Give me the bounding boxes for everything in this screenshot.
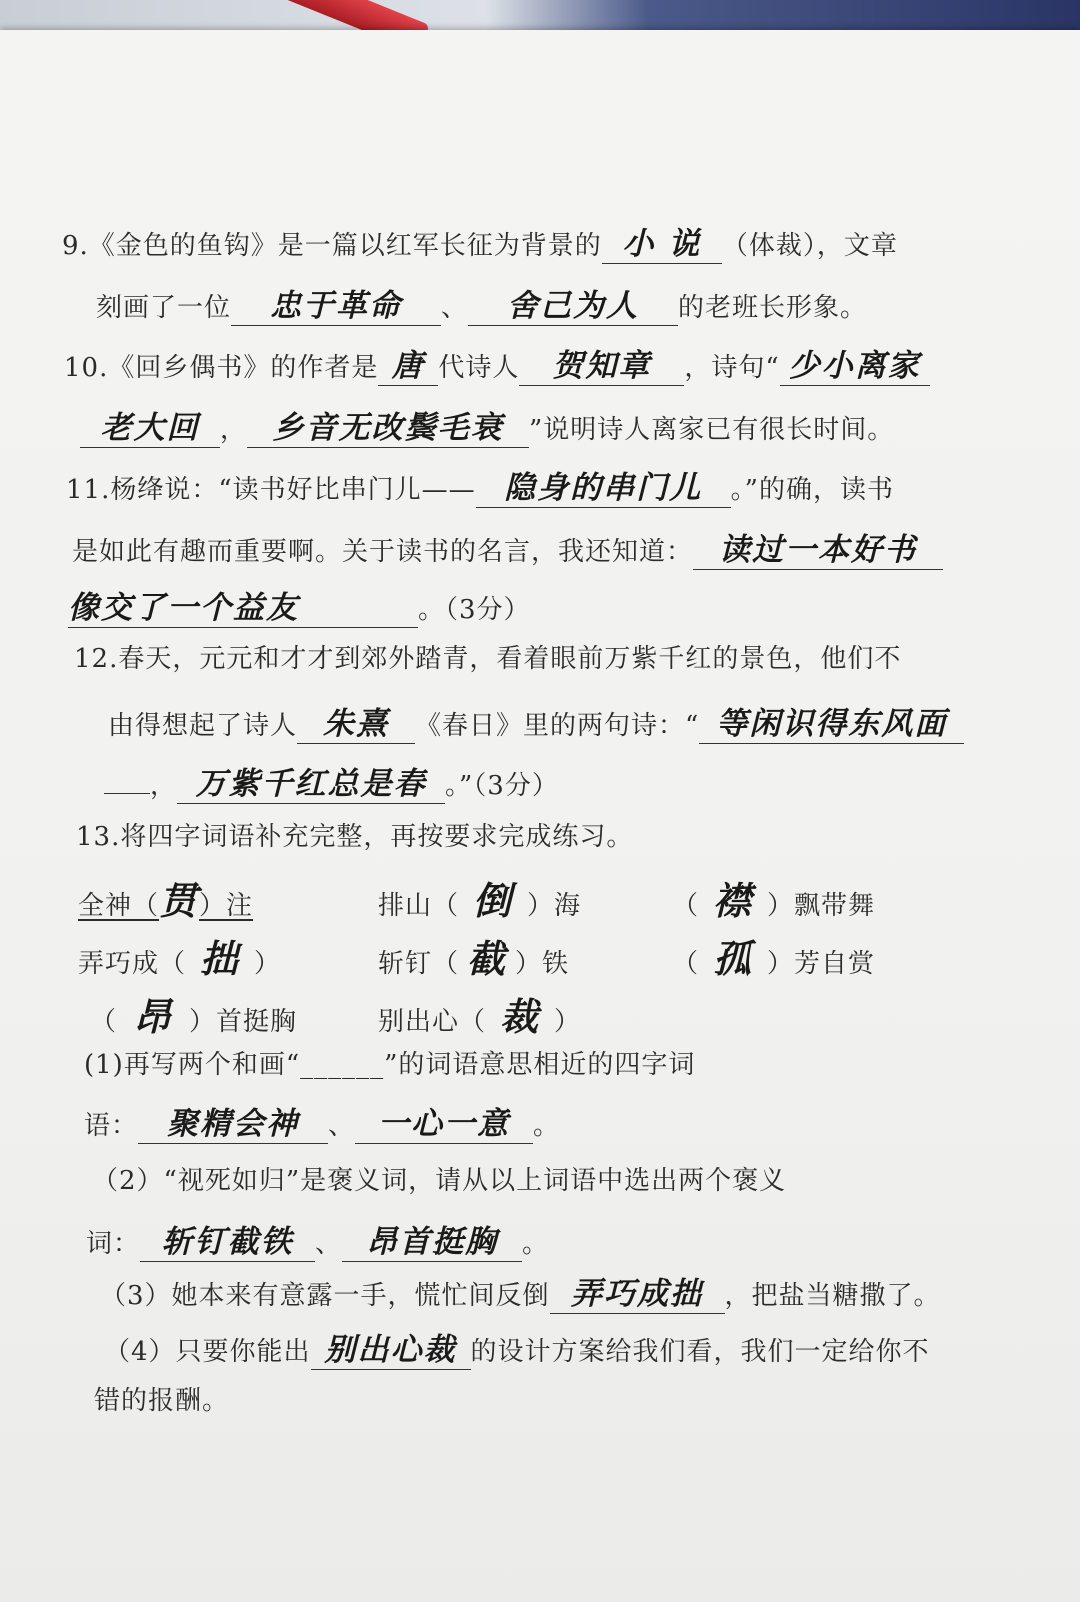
q13-sub4-line1 [104,1324,930,1370]
q10-answer-line1: 少小离家 [780,340,930,386]
idiom-prefix: 弄巧成（ [78,949,187,979]
q10-separator: ， [220,415,248,445]
q13-sub2-end: 。 [522,1229,550,1259]
q12-text-points: 。”（3分） [445,771,559,801]
idiom-nongqiaochengzhuo [78,928,281,983]
q9-text: 9.《金色的鱼钩》是一篇以红军长征为背景的 [62,231,602,261]
q9-answer-genre: 小 说 [602,218,722,264]
idiom-paishandaohai [378,870,581,925]
q13-sub1-end: 。 [533,1111,561,1141]
q9-line1 [62,218,898,264]
idiom-prefix: 别出心（ [378,1007,487,1037]
q12-line2 [108,698,964,744]
q10-answer-author: 贺知章 [519,340,684,386]
idiom-suffix: ）芳自赏 [767,949,876,979]
idiom-prefix: （ [672,949,700,979]
q12-text: 12.春天，元元和才才到郊外踏青，看着眼前万紫千红的景色，他们不 [74,644,902,674]
q11-line1 [66,462,894,508]
q10-text-verse: ，诗句“ [684,353,780,383]
idiom-suffix: ）注 [199,891,254,921]
idiom-answer: 拙 [200,937,241,981]
q12-answer-verse1: 等闲识得东风面 [699,698,964,744]
idiom-prefix: 排山（ [378,891,460,921]
idiom-answer: 倒 [473,879,514,923]
q13-sub2-line1 [92,1160,786,1197]
q13-sub2-text: （2）“视死如归”是褒义词，请从以上词语中选出两个褒义 [92,1166,787,1196]
idiom-suffix: ） [554,1007,582,1037]
q13-sub3-text: （3）她本来有意露一手，慌忙间反倒 [100,1281,550,1311]
q10-answer-line1-end: 老大回 [80,402,220,448]
q10-text-end: ”说明诗人离家已有很长时间。 [529,415,895,445]
q10-line2 [80,402,894,448]
q13-sub4-answer: 别出心裁 [311,1324,471,1370]
idiom-zhandingjietie [378,928,569,983]
idiom-quanshenguanzhu [78,870,253,925]
idiom-answer: 贯 [159,879,200,923]
q12-line1 [74,638,901,675]
q10-text: 10.《回乡偶书》的作者是 [64,353,379,383]
q12-separator: ， [150,771,178,801]
idiom-suffix: ）海 [527,891,582,921]
q9-answer-trait1: 忠于革命 [231,280,441,326]
q11-text-famous-quote: 是如此有趣而重要啊。关于读书的名言，我还知道： [72,537,694,567]
q13-title [76,816,633,853]
idiom-answer: 孤 [713,937,754,981]
idiom-biechuxincai [378,986,581,1041]
q9-answer-trait2: 舍己为人 [468,280,678,326]
q13-sub2-separator: 、 [315,1229,343,1259]
exam-paper [0,30,1080,1602]
q10-answer-dynasty: 唐 [378,340,438,386]
q11-answer-saying-part1: 读过一本好书 [693,524,943,570]
q13-sub2-answer1: 斩钉截铁 [140,1216,315,1262]
idiom-prefix: （ [672,891,700,921]
q12-text-poem: 《春日》里的两句诗：“ [415,711,700,741]
q9-text-genre: （体裁），文章 [721,231,898,261]
q13-sub2-line2 [86,1216,549,1262]
q13-sub2-answer2: 昂首挺胸 [342,1216,522,1262]
q11-answer-saying-part2: 像交了一个益友 [68,582,418,628]
idiom-jinpiaodaiwu [672,870,875,925]
q13-sub3-text-end: ，把盐当糖撒了。 [724,1281,941,1311]
idiom-prefix: （ [90,1007,118,1037]
q11-line2 [72,524,943,570]
q11-text: 11.杨绛说：“读书好比串门儿—— [66,475,476,505]
q13-sub1-label: 语： [84,1111,139,1141]
q13-sub4-text-mid: 的设计方案给我们看，我们一定给你不 [470,1337,930,1367]
q13-sub4-line2 [94,1380,229,1417]
q13-sub2-label: 词： [86,1229,141,1259]
q13-sub1-line2 [84,1098,560,1144]
q13-sub1-separator: 、 [328,1111,356,1141]
q12-text-poet: 由得想起了诗人 [108,711,298,741]
q9-text-portrayed: 刻画了一位 [96,293,232,323]
idiom-prefix: 斩钉（ [378,949,460,979]
idiom-answer: 襟 [713,879,754,923]
q12-answer-poet: 朱熹 [297,698,415,744]
q13-sub4-text: （4）只要你能出 [104,1337,311,1367]
q11-answer-quote: 隐身的串门儿 [476,462,731,508]
q9-separator: 、 [441,293,469,323]
q9-text-end: 的老班长形象。 [678,293,868,323]
idiom-gufangzishang [672,928,875,983]
q12-line3 [104,758,559,804]
q13-sub1-line1 [84,1044,695,1081]
idiom-prefix: 全神（ [78,891,160,921]
idiom-suffix: ）铁 [515,949,570,979]
idiom-angshoutingxiong [90,986,297,1041]
q11-text-continue: 。”的确，读书 [730,475,894,505]
q10-text-poet: 代诗人 [438,353,520,383]
q10-line1 [64,340,930,386]
q13-sub1-answer1: 聚精会神 [138,1098,328,1144]
q9-line2 [96,280,867,326]
idiom-suffix: ）首挺胸 [189,1007,298,1037]
q13-sub1-answer2: 一心一意 [355,1098,533,1144]
idiom-suffix: ） [254,949,282,979]
idiom-suffix: ）飘带舞 [767,891,876,921]
q13-sub4-text-end: 错的报酬。 [94,1386,230,1416]
q10-answer-line2: 乡音无改鬓毛衰 [247,402,529,448]
q13-sub1-text: (1)再写两个和画“______”的词语意思相近的四字词 [84,1050,696,1080]
q13-sub3-answer: 弄巧成拙 [550,1268,725,1314]
q11-text-points: 。（3分） [418,595,531,625]
idiom-answer: 截 [467,937,508,981]
idiom-answer: 裁 [500,995,541,1039]
idiom-answer: 昂 [133,995,174,1039]
q13-sub3 [100,1268,941,1314]
q13-text: 13.将四字词语补充完整，再按要求完成练习。 [76,822,634,852]
q11-line3 [68,582,531,628]
q12-answer-verse2: 万紫千红总是春 [177,758,445,804]
q12-blank-lead [104,793,150,794]
